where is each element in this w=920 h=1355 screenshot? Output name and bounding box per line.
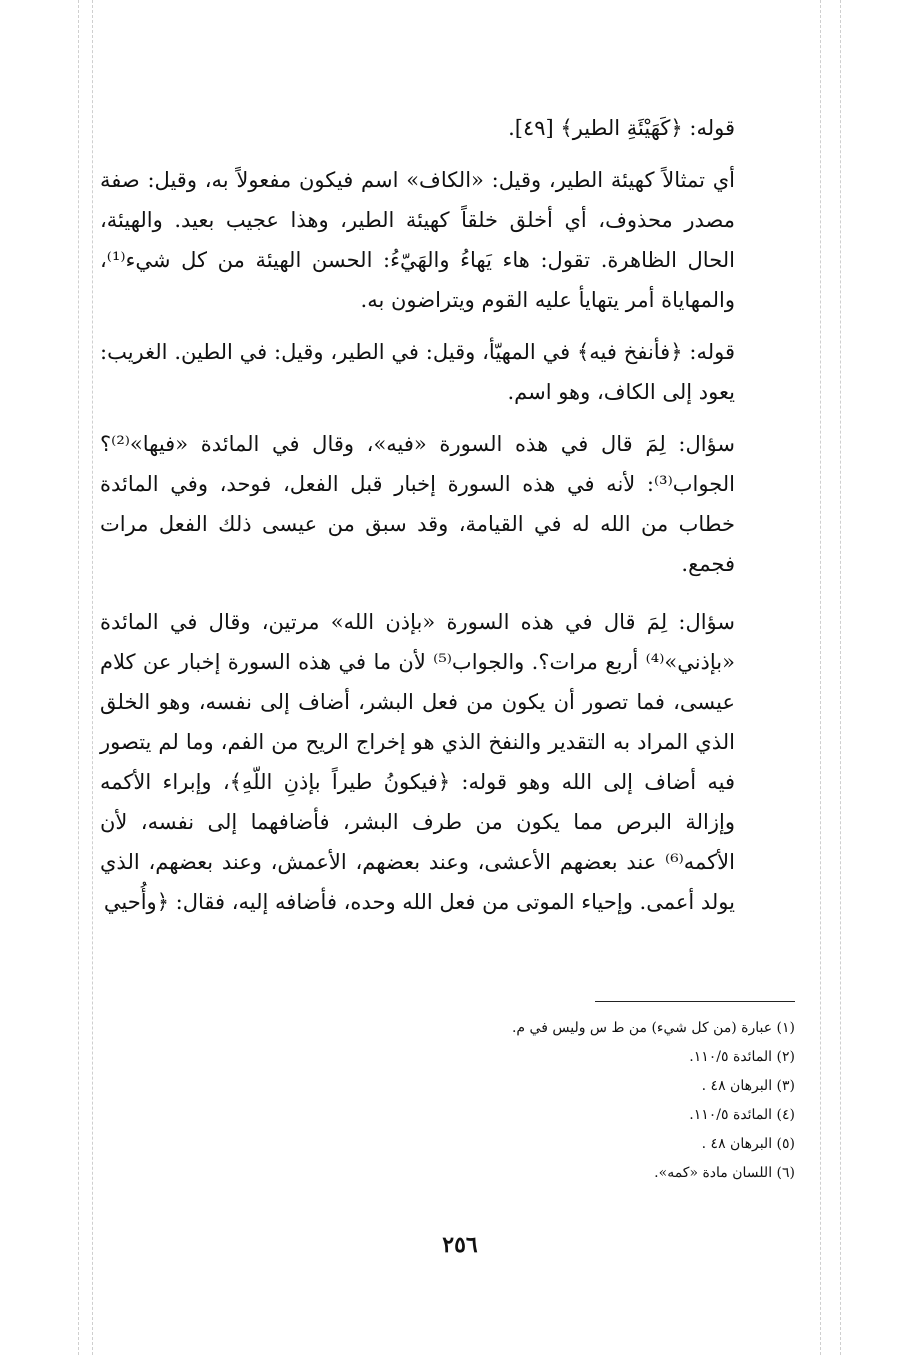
margin-guide-right-outer	[840, 0, 841, 1355]
page-number: ٢٥٦	[442, 1232, 478, 1258]
margin-guide-left-outer	[78, 0, 79, 1355]
verse-heading-1: قوله: ﴿كَهَيْئَةِ الطير﴾ [٤٩].	[508, 116, 735, 140]
footnote-separator	[595, 1001, 795, 1002]
footnote: (٥) البرهان ٤٨ .	[701, 1136, 795, 1152]
footnote: (٢) المائدة ١١٠/٥.	[689, 1049, 795, 1065]
margin-guide-left-inner	[92, 0, 93, 1355]
footnote: (٤) المائدة ١١٠/٥.	[689, 1107, 795, 1123]
footnote: (٦) اللسان مادة «كمه».	[654, 1165, 795, 1181]
paragraph-hay-a: أي تمثالاً كهيئة الطير، وقيل: «الكاف» اسم فيكون مفعولاً به، وقيل: صفة مصدر محذوف، أي أخلق خلقاً كهيئة الطير، وهذا عجيب بعيد. والهيئة، الحال الظاهرة. تقول: هاء يَهاءُ والهَيّءُ: الحسن الهيئة من كل شيء⁽¹⁾، والمهاياة أمر يتهايأ عليه القوم ويتراضون به.	[100, 168, 735, 312]
verse-heading-2: قوله: ﴿فأنفخ فيه﴾ في المهيّأ، وقيل: في الطير، وقيل: في الطين. الغريب: يعود إلى الكاف، وهو اسم.	[100, 340, 735, 404]
footnote: (٣) البرهان ٤٨ .	[701, 1078, 795, 1094]
question-1: سؤال: لِمَ قال في هذه السورة «فيه»، وقال في المائدة «فيها»⁽²⁾؟ الجواب⁽³⁾: لأنه في هذه السورة إخبار قبل الفعل، فوحد، وفي المائدة خطاب من الله له في القيامة، وقد سبق من عيسى ذلك الفعل مرات فجمع.	[100, 432, 735, 576]
margin-guide-right-inner	[820, 0, 821, 1355]
main-text	[100, 108, 735, 922]
question-2: سؤال: لِمَ قال في هذه السورة «بإذن الله» مرتين، وقال في المائدة «بإذني»⁽⁴⁾ أربع مرات؟. والجواب⁽⁵⁾ لأن ما في هذه السورة إخبار عن كلام عيسى، فما تصور أن يكون من فعل البشر، أضاف إلى نفسه، وهو الخلق الذي المراد به التقدير والنفخ الذي هو إخراج الريح من الفم، وما لم يتصور فيه أضاف إلى الله وهو قوله: ﴿فيكونُ طيراً بإذنِ اللّهِ﴾، وإبراء الأكمه وإزالة البرص مما يكون من طرف البشر، فأضافهما إلى نفسه، لأن الأكمه⁽⁶⁾ عند بعضهم الأعشى، وعند بعضهم، الأعمش، وعند بعضهم، الذي يولد أعمى. وإحياء الموتى من فعل الله وحده، فأضافه إليه، فقال: ﴿وأُحيي	[100, 610, 735, 914]
footnotes	[300, 1014, 795, 1188]
footnote: (١) عبارة (من كل شيء) من ط س وليس في م.	[511, 1020, 795, 1036]
